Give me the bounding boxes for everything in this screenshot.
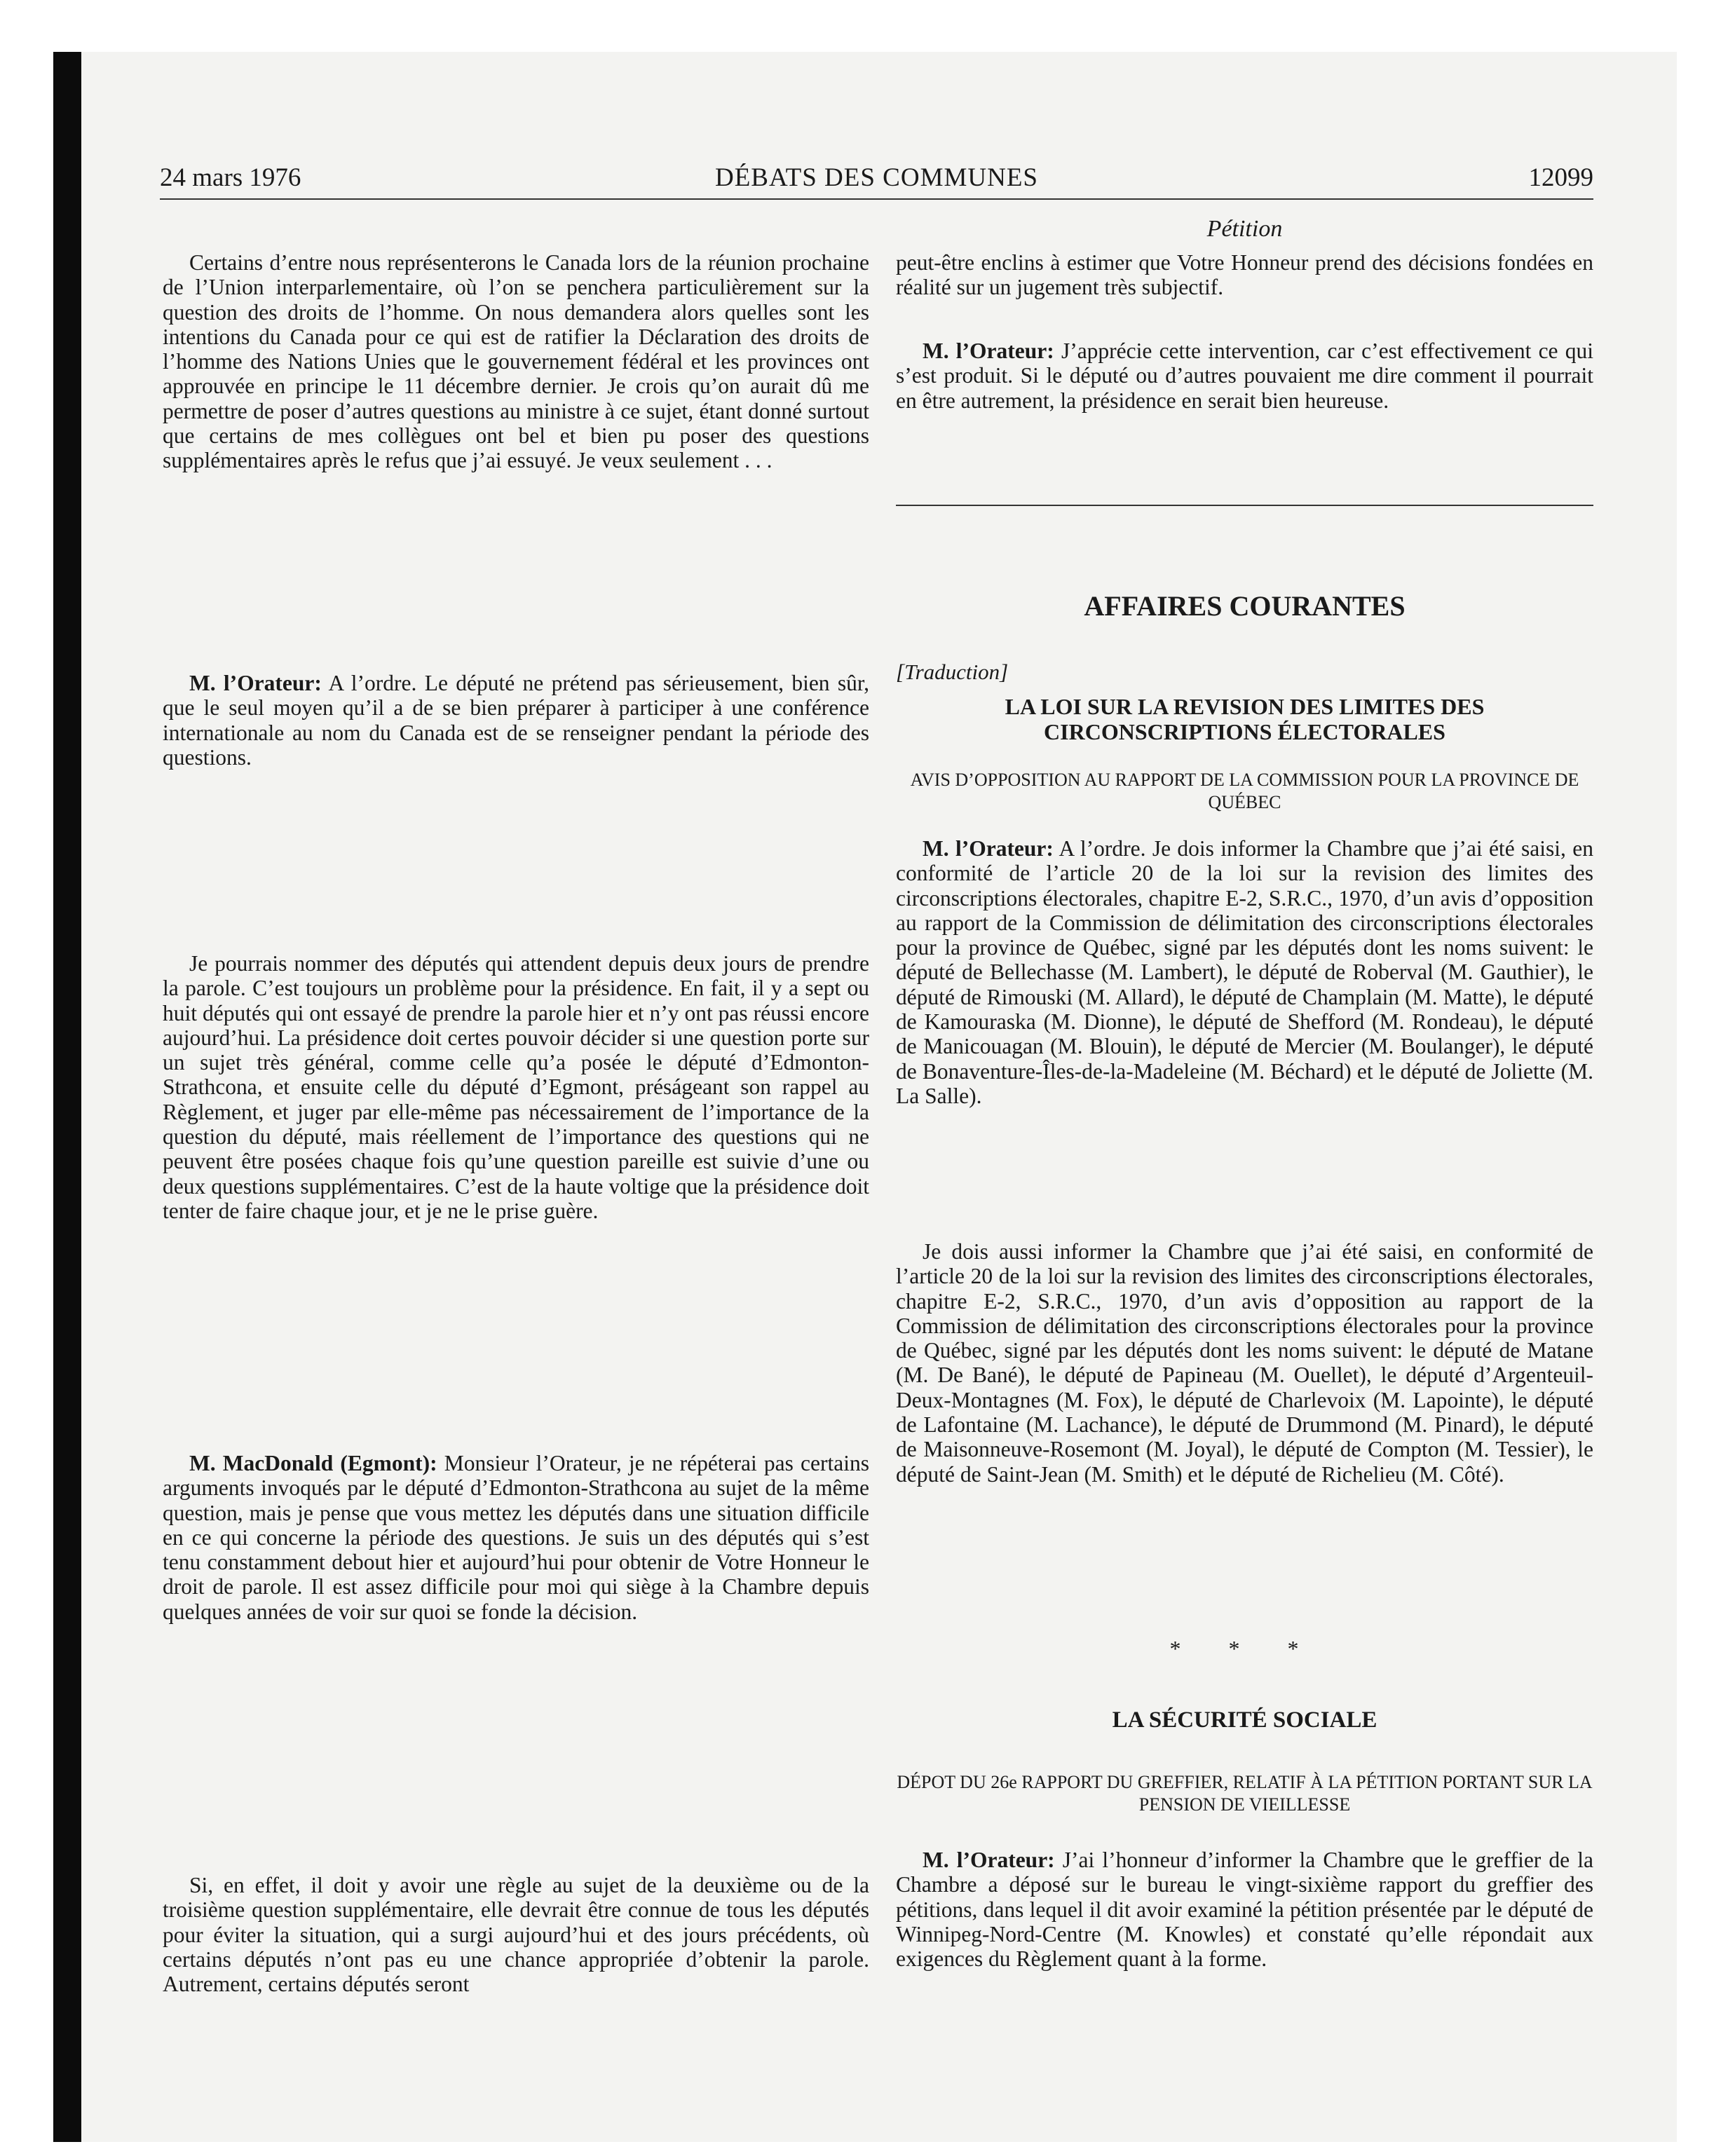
speaker-name: M. l’Orateur:	[189, 671, 322, 695]
subsection-title: LA LOI SUR LA REVISION DES LIMITES DES CIRCONSCRIPTIONS ÉLECTORALES	[1005, 694, 1485, 744]
header-title: DÉBATS DES COMMUNES	[714, 163, 1038, 192]
speaker-name: M. l’Orateur:	[923, 836, 1054, 861]
section2-subtitle: DÉPOT DU 26e RAPPORT DU GREFFIER, RELATIF À LA PÉTITION PORTANT SUR LA PENSION DE VIEILLESSE	[897, 1772, 1593, 1815]
left-paragraph-2: M. l’Orateur: A l’ordre. Le député ne prétend pas sérieusement, bien sûr, que le seul moyen qu’il a de se bien préparer à participer à une conférence internationale au nom du Canada est de se renseigner pendant la période des questions.	[163, 671, 869, 770]
section-title: AFFAIRES COURANTES	[1084, 590, 1406, 622]
right-paragraph-1: peut-être enclins à estimer que Votre Honneur prend des décisions fondées en réalité sur un jugement très subjectif.	[896, 250, 1593, 300]
right-paragraph-3: M. l’Orateur: A l’ordre. Je dois informer la Chambre que j’ai été saisi, en conformité de l’article 20 de la loi sur la revision des limites des circonscriptions électorales, chapitre E-2, S.R.C., 1970, d’un avis d’opposition au rapport de la Commission de délimitation des circonscriptions électorales pour la province de Québec, signé par les députés dont les noms suivent: le député de Bellechasse (M. Lambert), le député de Roberval (M. Gauthier), le député de Rimouski (M. Allard), le député de Champlain (M. Matte), le député de Kamouraska (M. Dionne), le député de Shefford (M. Rondeau), le député de Manicouagan (M. Blouin), le député de Mercier (M. Boulanger), le député de Bonaventure-Îles-de-la-Madeleine (M. Béchard) et le député de Joliette (M. La Salle).	[896, 836, 1593, 1108]
section-separator-stars: * * *	[1169, 1636, 1320, 1661]
header-rule	[160, 198, 1593, 200]
right-paragraph-2: M. l’Orateur: J’apprécie cette intervention, car c’est effectivement ce qui s’est produit. Si le député ou d’autres pouvaient me dire comment il pourrait en être autrement, la présidence en serait bien heureuse.	[896, 339, 1593, 413]
speaker-name: M. l’Orateur:	[923, 339, 1054, 363]
speaker-name: M. MacDonald (Egmont):	[189, 1451, 437, 1475]
left-paragraph-3: Je pourrais nommer des députés qui attendent depuis deux jours de prendre la parole. C’est toujours un problème pour la présidence. En fait, il y a sept ou huit députés qui ont essayé de prendre la parole hier et n’y ont pas réussi encore aujourd’hui. La présidence doit certes pouvoir décider si une question porte sur un sujet très général, comme celle qu’a posée le député d’Edmonton-Strathcona, et ensuite celle du député d’Egmont, préságeant son rappel au Règlement, et juger par elle-même pas nécessairement de l’importance de la question du député, mais réellement de l’importance des questions qui ne peuvent être posées chaque fois qu’une question pareille est suivie d’une ou deux questions supplémentaires. C’est de la haute voltige que la présidence doit tenter de faire chaque jour, et je ne le prise guère.	[163, 951, 869, 1223]
section-divider	[896, 505, 1593, 506]
subsection-subtitle: AVIS D’OPPOSITION AU RAPPORT DE LA COMMISSION POUR LA PROVINCE DE QUÉBEC	[910, 770, 1579, 812]
left-paragraph-5: Si, en effet, il doit y avoir une règle au sujet de la deuxième ou de la troisième question supplémentaire, elle devrait être connue de tous les députés pour éviter la situation, qui a surgi aujourd’hui et des jours précédents, où certains députés n’ont pas eu une chance appropriée d’obtenir la parole. Autrement, certains députés seront	[163, 1873, 869, 1997]
speaker-name: M. l’Orateur:	[923, 1848, 1055, 1872]
section2-title: LA SÉCURITÉ SOCIALE	[1112, 1707, 1377, 1733]
right-paragraph-5: M. l’Orateur: J’ai l’honneur d’informer la Chambre que le greffier de la Chambre a déposé sur le bureau le vingt-sixième rapport du greffier des pétitions, dans lequel il dit avoir examiné la pétition présentée par le député de Winnipeg-Nord-Centre (M. Knowles) et constaté qu’elle répondait aux exigences du Règlement quant à la forme.	[896, 1848, 1593, 1972]
header-page-number: 12099	[1528, 163, 1593, 192]
translation-note: [Traduction]	[896, 660, 1009, 684]
running-label: Pétition	[1206, 216, 1283, 242]
left-paragraph-4: M. MacDonald (Egmont): Monsieur l’Orateur, je ne répéterai pas certains arguments invoqués par le député d’Edmonton-Strathcona au sujet de la même question, mais je pense que vous mettez les députés dans une situation difficile en ce qui concerne la période des questions. Je suis un des députés qui s’est tenu constamment debout hier et aujourd’hui pour obtenir de Votre Honneur le droit de parole. Il est assez difficile pour moi qui siège à la Chambre depuis quelques années de voir sur quoi se fonde la décision.	[163, 1451, 870, 1624]
page-header	[160, 163, 1593, 198]
left-paragraph-1: Certains d’entre nous représenterons le Canada lors de la réunion prochaine de l’Union interparlementaire, où l’on se penchera particulièrement sur la question des droits de l’homme. On nous demandera alors quelles sont les intentions du Canada pour ce qui est de ratifier la Déclaration des droits de l’homme des Nations Unies que le gouvernement fédéral et les provinces ont approuvée en principe le 11 décembre dernier. Je crois qu’on aurait dû me permettre de poser d’autres questions au ministre à ce sujet, étant donné surtout que certains de mes collègues ont bel et bien pu poser des questions supplémentaires après le refus que j’ai essuyé. Je veux seulement . . .	[163, 250, 869, 473]
scan-edge-bar	[53, 52, 81, 2142]
right-paragraph-4: Je dois aussi informer la Chambre que j’ai été saisi, en conformité de l’article 20 de la loi sur la revision des limites des circonscriptions électorales, chapitre E-2, S.R.C., 1970, d’un avis d’opposition au rapport de la Commission de délimitation des circonscriptions électorales pour la province de Québec, signé par les députés dont les noms suivent: le député de Matane (M. De Bané), le député de Papineau (M. Ouellet), le député d’Argenteuil-Deux-Montagnes (M. Fox), le député de Charlevoix (M. Lapointe), le député de Lafontaine (M. Lachance), le député de Drummond (M. Pinard), le député de Maisonneuve-Rosemont (M. Joyal), le député de Compton (M. Tessier), le député de Saint-Jean (M. Smith) et le député de Richelieu (M. Côté).	[896, 1239, 1593, 1487]
header-date: 24 mars 1976	[160, 163, 301, 192]
